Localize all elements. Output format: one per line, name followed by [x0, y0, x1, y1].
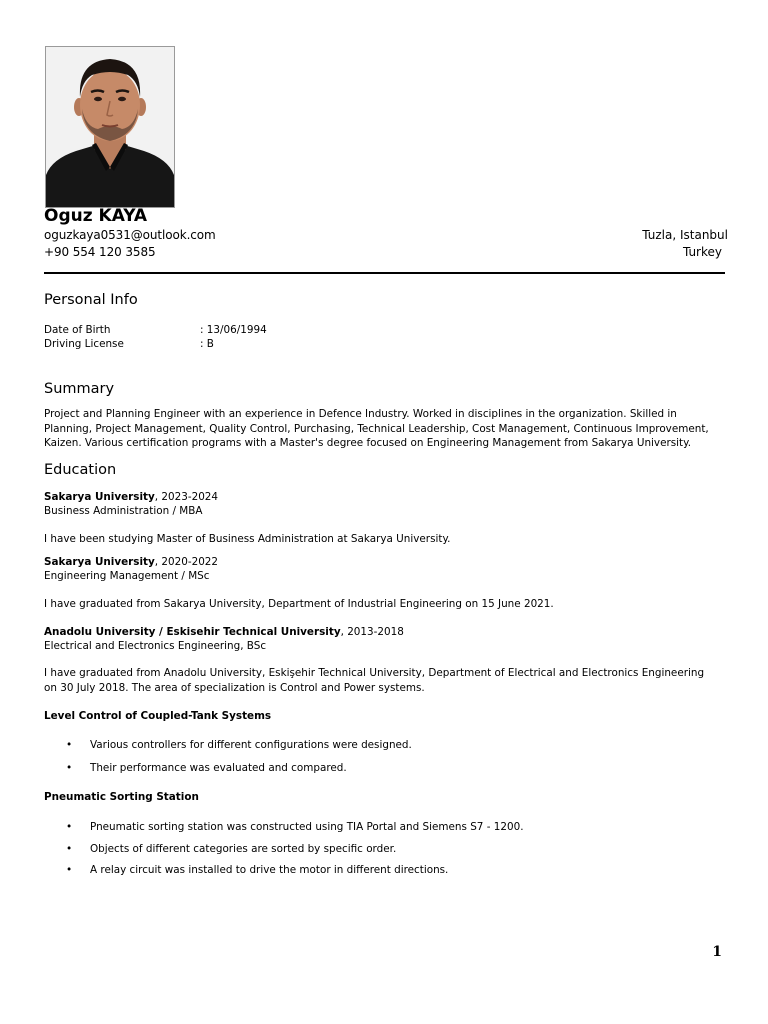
degree-text: Electrical and Electronics Engineering, BSc: [44, 640, 267, 652]
school-years: , 2013-2018: [340, 626, 404, 638]
bullet-icon: •: [66, 821, 73, 833]
phone-text: +90 554 120 3585: [44, 245, 156, 259]
school-name: Anadolu University / Eskisehir Technical University: [44, 626, 341, 638]
profile-photo: [45, 46, 175, 208]
summary-text: Project and Planning Engineer with an experience in Defence Industry. Worked in disciplines in the organization. Skilled in Planning, Project Management, Quality Control, Purchasing, Technical Leadership, Cost Management, Continuous Improvement, Kaizen. Various certification programs with a Master's degree focused on Engineering Management from Sakarya University.: [44, 408, 709, 449]
person-name: Oguz KAYA: [44, 206, 148, 226]
education-description: I have been studying Master of Business Administration at Sakarya University.: [44, 533, 451, 545]
bullet-icon: •: [66, 864, 73, 876]
education-entry-school-line: [44, 555, 218, 569]
header-divider: [44, 272, 725, 274]
school-years: , 2023-2024: [154, 491, 219, 503]
driving-license-value: : B: [200, 338, 214, 350]
dob-value: : 13/06/1994: [200, 324, 267, 336]
list-item: [66, 820, 524, 834]
education-heading: Education: [44, 462, 117, 478]
bullet-icon: •: [66, 843, 73, 855]
location-city: Tuzla, Istanbul: [642, 228, 728, 242]
education-entry-school-line: [44, 625, 404, 639]
list-item-text: Objects of different categories are sorted by specific order.: [90, 843, 397, 855]
personal-info-heading: Personal Info: [44, 292, 138, 308]
list-item-text: Pneumatic sorting station was constructed using TIA Portal and Siemens S7 - 1200.: [90, 821, 524, 833]
education-description: I have graduated from Sakarya University, Department of Industrial Engineering on 15 June 2021.: [44, 598, 554, 610]
bullet-icon: •: [66, 739, 73, 751]
school-name: Sakarya University: [44, 556, 155, 568]
degree-text: Engineering Management / MSc: [44, 570, 210, 582]
dob-label: Date of Birth: [44, 324, 111, 336]
education-description: I have graduated from Anadolu University, Eskişehir Technical University, Department of Electrical and Electronics Engineering on 30 July 2018. The area of specialization is Control and Power systems.: [44, 667, 705, 694]
project-title: Pneumatic Sorting Station: [44, 791, 199, 803]
project-title: Level Control of Coupled-Tank Systems: [44, 710, 272, 722]
summary-heading: Summary: [44, 381, 115, 397]
driving-license-label: Driving License: [44, 338, 124, 350]
school-name: Sakarya University: [44, 491, 155, 503]
location-country: Turkey: [682, 245, 722, 259]
list-item-text: Various controllers for different configurations were designed.: [90, 739, 412, 751]
degree-text: Business Administration / MBA: [44, 505, 203, 517]
list-item: [66, 842, 396, 856]
page-number: 1: [712, 944, 722, 960]
email-text: oguzkaya0531@outlook.com: [44, 228, 216, 242]
list-item-text: Their performance was evaluated and compared.: [90, 762, 347, 774]
school-years: , 2020-2022: [154, 556, 219, 568]
list-item: [66, 761, 347, 775]
bullet-icon: •: [66, 762, 73, 774]
list-item: [66, 863, 448, 877]
list-item: [66, 738, 412, 752]
education-entry-school-line: [44, 490, 218, 504]
list-item-text: A relay circuit was installed to drive the motor in different directions.: [90, 864, 449, 876]
